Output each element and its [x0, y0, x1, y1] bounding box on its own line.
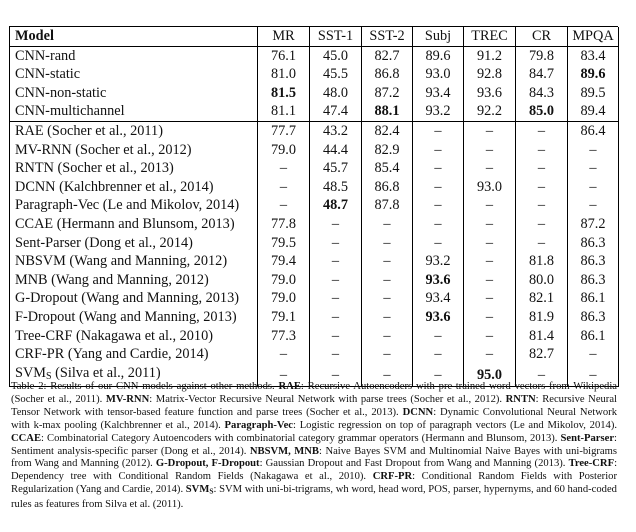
value-cell: 47.4	[310, 102, 362, 121]
value-cell: 43.2	[310, 121, 362, 140]
value-cell: 89.4	[568, 102, 619, 121]
value-cell: –	[258, 345, 310, 364]
value-cell: –	[413, 364, 464, 387]
value-cell: 92.8	[464, 65, 516, 84]
value-cell: 81.5	[258, 84, 310, 103]
column-header-model: Model	[10, 27, 258, 46]
table-header-row	[10, 27, 619, 46]
table-row	[10, 327, 619, 346]
value-cell: 85.0	[516, 102, 568, 121]
table-row	[10, 84, 619, 103]
value-cell: 89.6	[413, 46, 464, 65]
value-cell: –	[568, 345, 619, 364]
caption-term: Sent-Parser	[560, 432, 615, 444]
value-cell: –	[310, 215, 362, 234]
value-cell: –	[362, 345, 413, 364]
value-cell: 79.5	[258, 234, 310, 253]
value-cell: –	[362, 215, 413, 234]
value-cell: 86.8	[362, 178, 413, 197]
value-cell: –	[464, 196, 516, 215]
table-row	[10, 141, 619, 160]
value-cell: 79.0	[258, 289, 310, 308]
table-row	[10, 121, 619, 140]
caption-text: : Recursive Neural Tensor Network with tensor-based feature function and parse trees (Socher et al., 2013).	[11, 393, 617, 418]
caption-text: : Combinatorial Category Autoencoders with combinatorial category grammar operators (Hermann and Blunsom, 2013).	[41, 432, 561, 444]
model-name-cell: MV-RNN (Socher et al., 2012)	[10, 141, 258, 160]
model-name-cell: Sent-Parser (Dong et al., 2014)	[10, 234, 258, 253]
caption-text: : Dynamic Convolutional Neural Network with k-max pooling (Kalchbrenner et al., 2014).	[11, 406, 617, 431]
value-cell: –	[464, 121, 516, 140]
value-cell: 77.8	[258, 215, 310, 234]
value-cell: –	[568, 196, 619, 215]
value-cell: 87.2	[568, 215, 619, 234]
value-cell: 89.5	[568, 84, 619, 103]
table-row	[10, 159, 619, 178]
value-cell: –	[413, 345, 464, 364]
column-header-subj: Subj	[413, 27, 464, 46]
caption-text: Table 2: Results of our CNN models against other methods.	[11, 381, 279, 392]
value-cell: 92.2	[464, 102, 516, 121]
value-cell: 91.2	[464, 46, 516, 65]
value-cell: –	[464, 289, 516, 308]
model-name-cell: MNB (Wang and Manning, 2012)	[10, 271, 258, 290]
table-caption	[11, 381, 617, 512]
column-header-trec: TREC	[464, 27, 516, 46]
value-cell: –	[362, 271, 413, 290]
table-row	[10, 65, 619, 84]
value-cell: 76.1	[258, 46, 310, 65]
caption-term: Tree-CRF	[568, 458, 615, 470]
caption-text: : Dependency tree with Conditional Random Fields (Nakagawa et al., 2010).	[11, 458, 618, 483]
value-cell: 79.4	[258, 252, 310, 271]
value-cell: –	[516, 141, 568, 160]
value-cell: –	[258, 196, 310, 215]
value-cell: 79.1	[258, 308, 310, 327]
table-body	[10, 46, 619, 387]
value-cell: –	[516, 234, 568, 253]
model-name-cell: CNN-multichannel	[10, 102, 258, 121]
column-header-cr: CR	[516, 27, 568, 46]
value-cell: –	[413, 121, 464, 140]
column-header-mr: MR	[258, 27, 310, 46]
caption-term: CCAE	[11, 432, 42, 444]
caption-term: NBSVM, MNB	[249, 445, 320, 457]
value-cell: –	[516, 121, 568, 140]
value-cell: –	[413, 215, 464, 234]
value-cell: 82.1	[516, 289, 568, 308]
results-table	[9, 27, 619, 387]
value-cell: 79.0	[258, 271, 310, 290]
value-cell: –	[413, 141, 464, 160]
value-cell: 86.1	[568, 289, 619, 308]
table-row	[10, 308, 619, 327]
value-cell: –	[516, 159, 568, 178]
value-cell: –	[516, 196, 568, 215]
value-cell: –	[464, 327, 516, 346]
value-cell: –	[413, 327, 464, 346]
caption-text: : Gaussian Dropout and Fast Dropout from Wang and Manning (2013).	[259, 458, 569, 470]
caption-term: $SVM_S$	[185, 484, 214, 496]
value-cell: –	[362, 234, 413, 253]
value-cell: 87.8	[362, 196, 413, 215]
value-cell: –	[568, 159, 619, 178]
value-cell: –	[464, 271, 516, 290]
model-name-cell: CNN-non-static	[10, 84, 258, 103]
value-cell: 79.8	[516, 46, 568, 65]
value-cell: 93.6	[464, 84, 516, 103]
table-row	[10, 215, 619, 234]
value-cell: 45.5	[310, 65, 362, 84]
value-cell: –	[464, 345, 516, 364]
value-cell: –	[258, 364, 310, 387]
value-cell: 86.1	[568, 327, 619, 346]
table-row	[10, 252, 619, 271]
value-cell: 86.3	[568, 234, 619, 253]
value-cell: –	[310, 327, 362, 346]
value-cell: 45.0	[310, 46, 362, 65]
value-cell: 95.0	[464, 364, 516, 387]
value-cell: 87.2	[362, 84, 413, 103]
value-cell: –	[464, 234, 516, 253]
value-cell: –	[310, 308, 362, 327]
value-cell: –	[516, 215, 568, 234]
value-cell: 85.4	[362, 159, 413, 178]
value-cell: –	[413, 234, 464, 253]
value-cell: 93.0	[464, 178, 516, 197]
value-cell: –	[310, 345, 362, 364]
value-cell: 86.3	[568, 252, 619, 271]
value-cell: –	[362, 289, 413, 308]
value-cell: 93.2	[413, 252, 464, 271]
column-header-sst-2: SST-2	[362, 27, 413, 46]
caption-term: CRF-PR	[372, 471, 413, 483]
value-cell: 77.7	[258, 121, 310, 140]
value-cell: –	[258, 159, 310, 178]
value-cell: 81.0	[258, 65, 310, 84]
value-cell: 88.1	[362, 102, 413, 121]
table-row	[10, 196, 619, 215]
value-cell: 48.5	[310, 178, 362, 197]
caption-term: Paragraph-Vec	[224, 419, 294, 431]
value-cell: 82.9	[362, 141, 413, 160]
value-cell: 81.9	[516, 308, 568, 327]
model-name-cell: RNTN (Socher et al., 2013)	[10, 159, 258, 178]
value-cell: –	[362, 364, 413, 387]
caption-term: DCNN	[402, 406, 434, 418]
model-name-cell: G-Dropout (Wang and Manning, 2013)	[10, 289, 258, 308]
value-cell: 84.3	[516, 84, 568, 103]
value-cell: 93.4	[413, 84, 464, 103]
value-cell: –	[464, 215, 516, 234]
value-cell: 80.0	[516, 271, 568, 290]
value-cell: 93.4	[413, 289, 464, 308]
table-row	[10, 46, 619, 65]
model-name-cell: CRF-PR (Yang and Cardie, 2014)	[10, 345, 258, 364]
value-cell: –	[258, 178, 310, 197]
value-cell: –	[310, 252, 362, 271]
value-cell: –	[464, 159, 516, 178]
value-cell: –	[310, 234, 362, 253]
caption-term: RAE	[278, 381, 301, 392]
value-cell: 44.4	[310, 141, 362, 160]
table-row	[10, 234, 619, 253]
caption-text: : Sentiment analysis-specific parser (Dong et al., 2014).	[11, 432, 617, 457]
caption-term: G-Dropout, F-Dropout	[155, 458, 260, 470]
value-cell: 45.7	[310, 159, 362, 178]
model-name-cell: Tree-CRF (Nakagawa et al., 2010)	[10, 327, 258, 346]
value-cell: 82.7	[516, 345, 568, 364]
value-cell: 93.6	[413, 308, 464, 327]
column-header-mpqa: MPQA	[568, 27, 619, 46]
value-cell: –	[362, 308, 413, 327]
value-cell: 48.7	[310, 196, 362, 215]
caption-term: MV-RNN	[105, 393, 150, 405]
model-name-cell: $SVM_S$ (Silva et al., 2011)	[10, 364, 258, 387]
value-cell: –	[310, 271, 362, 290]
model-name-cell: Paragraph-Vec (Le and Mikolov, 2014)	[10, 196, 258, 215]
value-cell: –	[310, 364, 362, 387]
value-cell: –	[464, 141, 516, 160]
caption-text: : Naive Bayes SVM and Multinomial Naive Bayes with uni-bigrams from Wang and Manning (2012).	[11, 445, 617, 470]
value-cell: 77.3	[258, 327, 310, 346]
value-cell: –	[464, 252, 516, 271]
value-cell: –	[310, 289, 362, 308]
model-name-cell: F-Dropout (Wang and Manning, 2013)	[10, 308, 258, 327]
value-cell: 82.7	[362, 46, 413, 65]
table-row	[10, 345, 619, 364]
model-name-cell: CNN-rand	[10, 46, 258, 65]
table-row	[10, 271, 619, 290]
caption-text: : Logistic regression on top of paragraph vectors (Le and Mikolov, 2014).	[293, 419, 618, 431]
caption-text: : SVM with uni-bi-trigrams, wh word, head word, POS, parser, hypernyms, and 60 hand-coded rules as features from Silva et al. (2011).	[11, 484, 617, 510]
value-cell: 86.4	[568, 121, 619, 140]
value-cell: –	[568, 364, 619, 387]
table-row	[10, 178, 619, 197]
value-cell: –	[568, 178, 619, 197]
value-cell: 89.6	[568, 65, 619, 84]
caption-text: : Matrix-Vector Recursive Neural Network with parse trees (Socher et al., 2012).	[149, 393, 506, 405]
value-cell: 84.7	[516, 65, 568, 84]
value-cell: 82.4	[362, 121, 413, 140]
value-cell: 81.4	[516, 327, 568, 346]
value-cell: –	[413, 159, 464, 178]
value-cell: 79.0	[258, 141, 310, 160]
caption-term: RNTN	[505, 393, 536, 405]
value-cell: 83.4	[568, 46, 619, 65]
model-name-cell: NBSVM (Wang and Manning, 2012)	[10, 252, 258, 271]
table-row	[10, 102, 619, 121]
model-name-cell: CNN-static	[10, 65, 258, 84]
value-cell: –	[464, 308, 516, 327]
value-cell: –	[362, 252, 413, 271]
caption-text: : Recursive Autoencoders with pre-trained word vectors from Wikipedia (Socher et al., 2011).	[11, 381, 617, 405]
value-cell: 48.0	[310, 84, 362, 103]
value-cell: –	[362, 327, 413, 346]
model-name-cell: DCNN (Kalchbrenner et al., 2014)	[10, 178, 258, 197]
value-cell: –	[413, 178, 464, 197]
value-cell: 81.8	[516, 252, 568, 271]
value-cell: –	[516, 178, 568, 197]
value-cell: 86.8	[362, 65, 413, 84]
value-cell: –	[516, 364, 568, 387]
value-cell: –	[413, 196, 464, 215]
value-cell: 86.3	[568, 308, 619, 327]
value-cell: 81.1	[258, 102, 310, 121]
table-row	[10, 289, 619, 308]
value-cell: –	[568, 141, 619, 160]
value-cell: 93.6	[413, 271, 464, 290]
value-cell: 86.3	[568, 271, 619, 290]
model-name-cell: RAE (Socher et al., 2011)	[10, 121, 258, 140]
column-header-sst-1: SST-1	[310, 27, 362, 46]
value-cell: 93.0	[413, 65, 464, 84]
value-cell: 93.2	[413, 102, 464, 121]
caption-text: : Conditional Random Fields with Posterior Regularization (Yang and Cardie, 2014).	[11, 471, 617, 496]
model-name-cell: CCAE (Hermann and Blunsom, 2013)	[10, 215, 258, 234]
